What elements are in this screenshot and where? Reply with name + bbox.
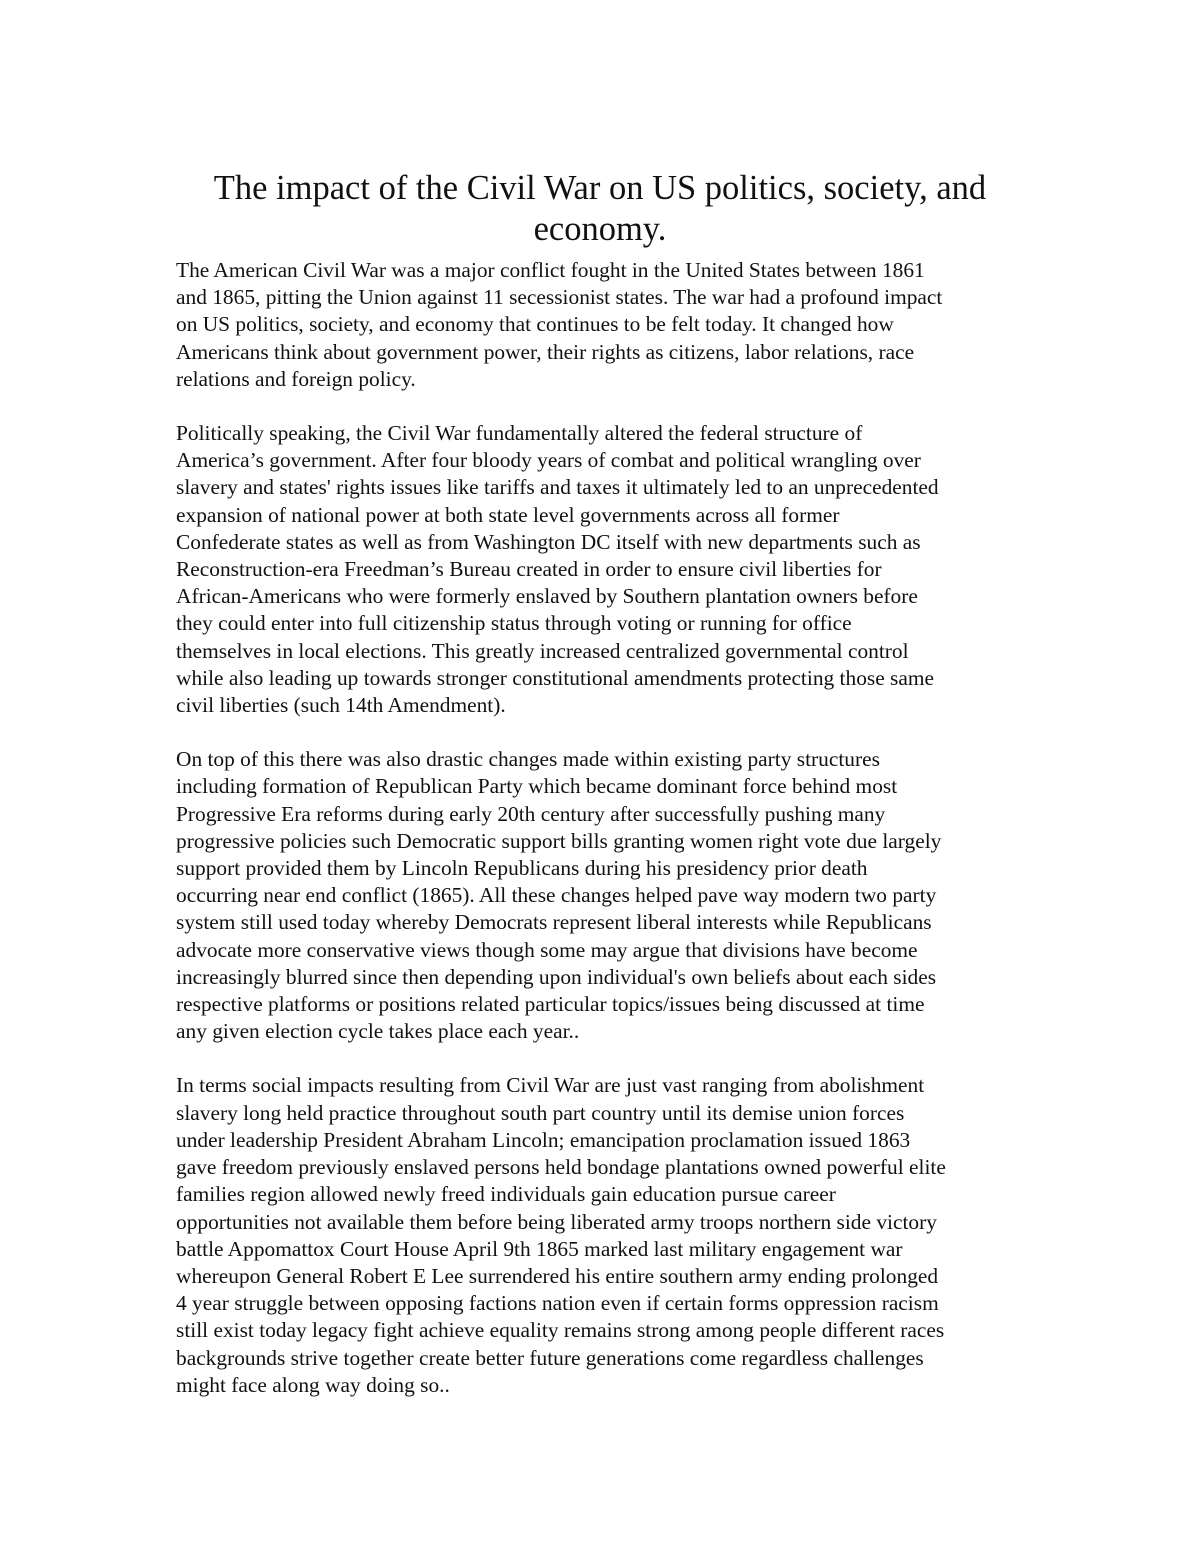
text-line: In terms social impacts resulting from Civil War are just vast ranging from abolishment [176,1073,925,1098]
text-line: any given election cycle takes place each year.. [176,1019,580,1044]
document-title [176,168,1024,250]
text-line: Confederate states as well as from Washington DC itself with new departments such as [176,529,921,554]
text-line: on US politics, society, and economy that continues to be felt today. It changed how [176,312,894,337]
text-line: themselves in local elections. This greatly increased centralized governmental control [176,638,909,663]
text-line: occurring near end conflict (1865). All these changes helped pave way modern two party [176,883,937,908]
text-line: civil liberties (such 14th Amendment). [176,693,506,718]
text-line: system still used today whereby Democrats represent liberal interests while Republicans [176,910,932,935]
text-line: under leadership President Abraham Lincoln; emancipation proclamation issued 1863 [176,1127,911,1152]
paragraph-intro [176,257,1036,393]
text-line: Americans think about government power, their rights as citizens, labor relations, race [176,339,915,364]
text-line: slavery and states' rights issues like tariffs and taxes it ultimately led to an unprecedented [176,475,939,500]
text-line: African-Americans who were formerly enslaved by Southern plantation owners before [176,584,918,609]
text-line: The American Civil War was a major conflict fought in the United States between 1861 [176,258,925,282]
text-line: families region allowed newly freed individuals gain education pursue career [176,1182,836,1207]
title-line: economy. [533,210,667,248]
text-line: backgrounds strive together create better future generations come regardless challenges [176,1345,924,1370]
text-line: Politically speaking, the Civil War fundamentally altered the federal structure of [176,421,863,446]
text-line: respective platforms or positions related particular topics/issues being discussed at time [176,992,925,1017]
document-body [176,257,1036,1426]
text-line: might face along way doing so.. [176,1372,450,1397]
paragraph-parties [176,746,1036,1045]
text-line: and 1865, pitting the Union against 11 secessionist states. The war had a profound impact [176,285,943,310]
text-line: support provided them by Lincoln Republicans during his presidency prior death [176,856,868,881]
paragraph-politics [176,420,1036,719]
text-line: gave freedom previously enslaved persons held bondage plantations owned powerful elite [176,1155,946,1180]
text-line: while also leading up towards stronger constitutional amendments protecting those same [176,665,935,690]
text-line: still exist today legacy fight achieve equality remains strong among people different races [176,1318,945,1343]
text-line: progressive policies such Democratic support bills granting women right vote due largely [176,828,942,853]
text-line: relations and foreign policy. [176,366,416,391]
text-line: 4 year struggle between opposing factions nation even if certain forms oppression racism [176,1291,939,1316]
text-line: they could enter into full citizenship status through voting or running for office [176,611,852,636]
text-line: whereupon General Robert E Lee surrendered his entire southern army ending prolonged [176,1263,939,1288]
text-line: On top of this there was also drastic changes made within existing party structures [176,747,880,772]
text-line: expansion of national power at both state level governments across all former [176,502,840,527]
text-line: Reconstruction-era Freedman’s Bureau created in order to ensure civil liberties for [176,557,882,582]
paragraph-social [176,1072,1036,1398]
title-line: The impact of the Civil War on US politics, society, and [213,169,987,207]
text-line: increasingly blurred since then depending upon individual's own beliefs about each sides [176,964,937,989]
text-line: opportunities not available them before being liberated army troops northern side victory [176,1209,937,1234]
text-line: battle Appomattox Court House April 9th 1865 marked last military engagement war [176,1236,903,1261]
text-line: America’s government. After four bloody years of combat and political wrangling over [176,448,921,473]
text-line: slavery long held practice throughout south part country until its demise union forces [176,1100,905,1125]
text-line: Progressive Era reforms during early 20th century after successfully pushing many [176,801,886,826]
text-line: including formation of Republican Party which became dominant force behind most [176,774,898,799]
text-line: advocate more conservative views though some may argue that divisions have become [176,937,918,962]
